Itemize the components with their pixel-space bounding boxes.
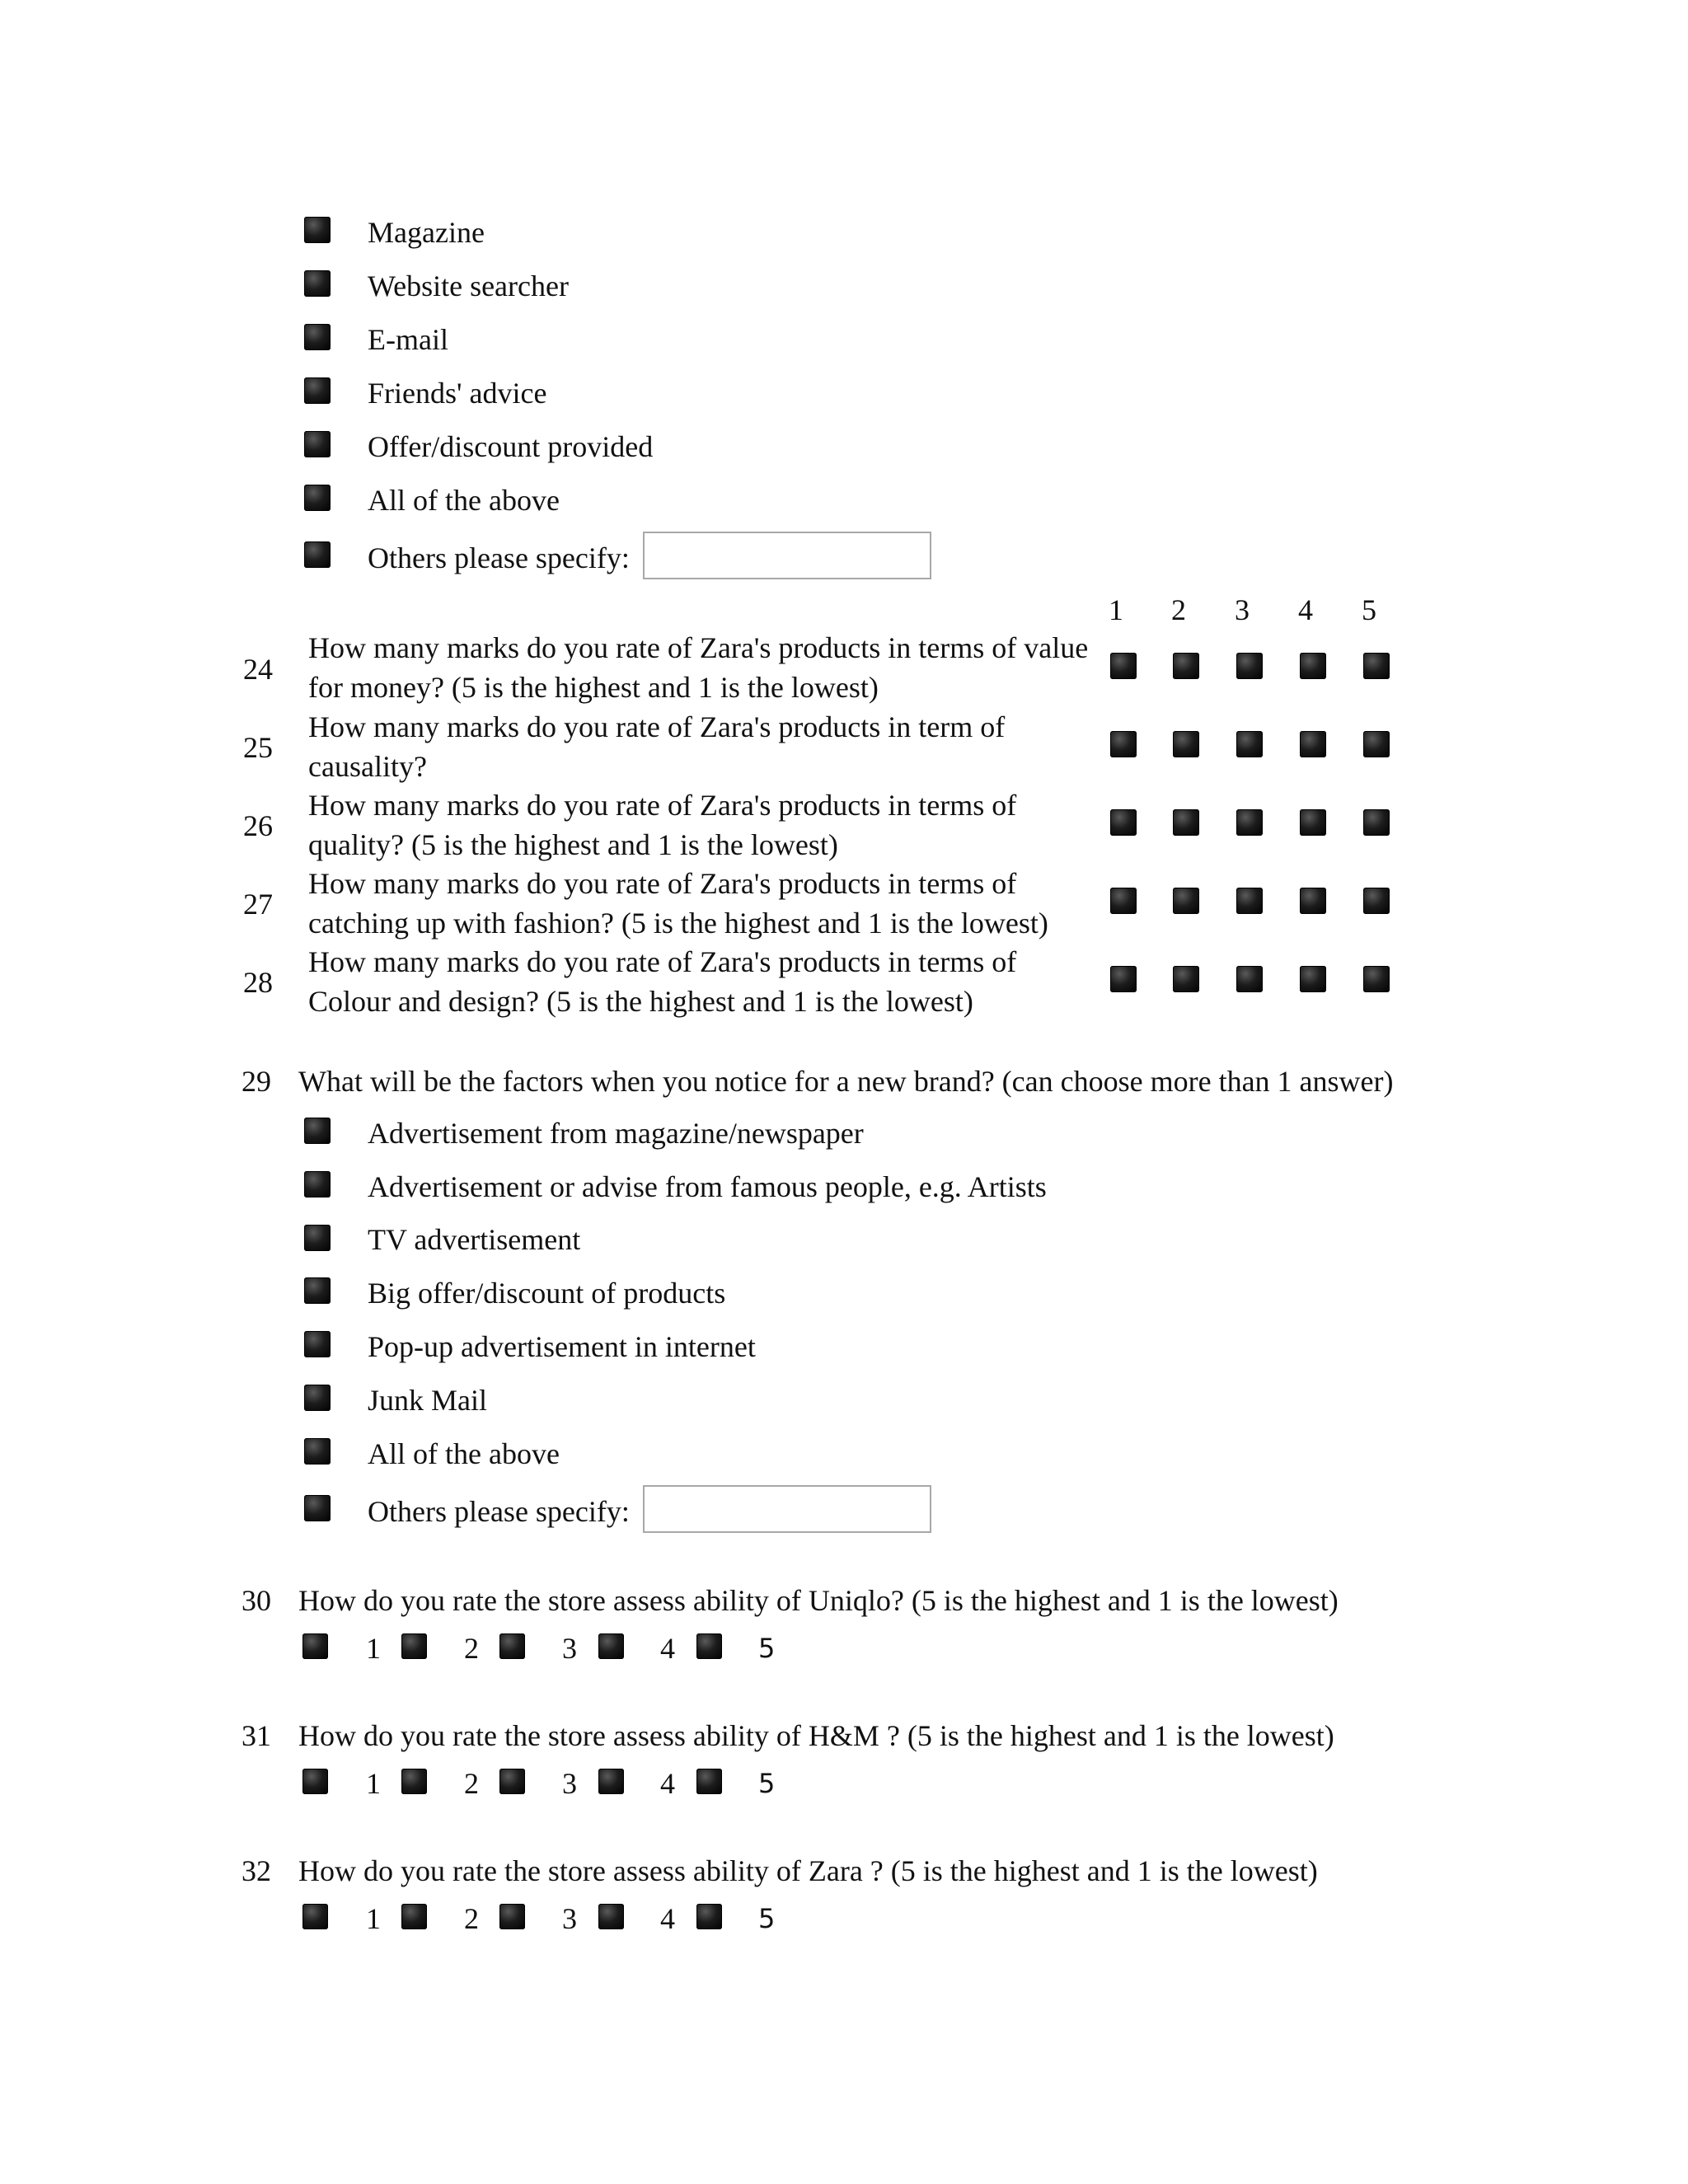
question-number: 28	[243, 966, 273, 999]
option-label: Advertisement from magazine/newspaper	[368, 1117, 864, 1150]
checkbox-famous-people[interactable]	[304, 1171, 331, 1197]
question-line: How many marks do you rate of Zara's products in term of	[308, 710, 1006, 743]
question-number: 26	[243, 809, 273, 842]
rating-27-option-3[interactable]	[1236, 888, 1263, 914]
scale-32-option-4[interactable]	[598, 1904, 624, 1929]
option-label: All of the above	[368, 1437, 560, 1470]
question-text	[308, 942, 1231, 1021]
question-text	[308, 628, 1231, 707]
question-text: How do you rate the store assess ability of H&M ? (5 is the highest and 1 is the lowest)	[298, 1719, 1334, 1752]
rating-header-1: 1	[1109, 593, 1123, 626]
scale-label: 2	[464, 1632, 479, 1665]
scale-label: 1	[366, 1767, 381, 1800]
rating-25-option-1[interactable]	[1110, 731, 1137, 757]
question-text	[308, 864, 1231, 943]
scale-label: 5	[758, 1903, 776, 1934]
rating-24-option-4[interactable]	[1300, 653, 1326, 679]
question-number: 32	[241, 1854, 271, 1887]
question-number: 29	[241, 1065, 271, 1098]
rating-header-5: 5	[1362, 593, 1376, 626]
others-specify-input[interactable]	[643, 532, 931, 579]
scale-label: 2	[464, 1767, 479, 1800]
scale-label: 5	[758, 1633, 776, 1664]
option-label: Friends' advice	[368, 377, 547, 410]
question-line: How many marks do you rate of Zara's products in terms of	[308, 789, 1017, 822]
rating-24-option-3[interactable]	[1236, 653, 1263, 679]
rating-24-option-1[interactable]	[1110, 653, 1137, 679]
rating-28-option-2[interactable]	[1173, 966, 1199, 992]
question-line: How many marks do you rate of Zara's products in terms of	[308, 945, 1017, 978]
option-label: Website searcher	[368, 269, 569, 302]
rating-26-option-5[interactable]	[1363, 809, 1390, 836]
question-number: 24	[243, 653, 273, 686]
question-number: 30	[241, 1584, 271, 1617]
rating-24-option-2[interactable]	[1173, 653, 1199, 679]
question-text: What will be the factors when you notice for a new brand? (can choose more than 1 answer)	[298, 1065, 1394, 1098]
question-line: for money? (5 is the highest and 1 is the lowest)	[308, 671, 879, 704]
scale-30-option-3[interactable]	[499, 1633, 525, 1659]
question-number: 27	[243, 888, 273, 921]
rating-header-2: 2	[1171, 593, 1186, 626]
question-line: How many marks do you rate of Zara's products in terms of value	[308, 631, 1089, 664]
question-number: 25	[243, 731, 273, 764]
option-label: E-mail	[368, 323, 448, 356]
rating-27-option-5[interactable]	[1363, 888, 1390, 914]
option-label: Others please specify:	[368, 541, 630, 574]
question-text: How do you rate the store assess ability of Uniqlo? (5 is the highest and 1 is the lowest)	[298, 1584, 1339, 1617]
scale-30-option-4[interactable]	[598, 1633, 624, 1659]
scale-label: 1	[366, 1632, 381, 1665]
option-label: Others please specify:	[368, 1495, 630, 1528]
rating-26-option-4[interactable]	[1300, 809, 1326, 836]
option-label: Pop-up advertisement in internet	[368, 1330, 756, 1363]
option-label: Junk Mail	[368, 1384, 488, 1417]
option-label: TV advertisement	[368, 1223, 581, 1256]
checkbox-friends-advice[interactable]	[304, 377, 331, 404]
scale-label: 1	[366, 1902, 381, 1935]
rating-26-option-1[interactable]	[1110, 809, 1137, 836]
question-text	[308, 785, 1231, 865]
question-line: causality?	[308, 750, 427, 783]
checkbox-offer-discount[interactable]	[304, 431, 331, 457]
scale-31-option-1[interactable]	[302, 1769, 328, 1794]
checkbox-others[interactable]	[304, 541, 331, 568]
rating-24-option-5[interactable]	[1363, 653, 1390, 679]
scale-32-option-2[interactable]	[401, 1904, 427, 1929]
option-label: Big offer/discount of products	[368, 1277, 726, 1310]
rating-28-option-1[interactable]	[1110, 966, 1137, 992]
scale-label: 4	[660, 1767, 675, 1800]
scale-32-option-3[interactable]	[499, 1904, 525, 1929]
rating-25-option-4[interactable]	[1300, 731, 1326, 757]
option-label: Offer/discount provided	[368, 430, 654, 463]
scale-30-option-5[interactable]	[696, 1633, 722, 1659]
question-line: Colour and design? (5 is the highest and 1 is the lowest)	[308, 985, 973, 1018]
scale-31-option-5[interactable]	[696, 1769, 722, 1794]
scale-label: 4	[660, 1902, 675, 1935]
option-label: Advertisement or advise from famous people, e.g. Artists	[368, 1170, 1047, 1203]
rating-28-option-5[interactable]	[1363, 966, 1390, 992]
rating-26-option-3[interactable]	[1236, 809, 1263, 836]
scale-label: 4	[660, 1632, 675, 1665]
option-label: Magazine	[368, 216, 485, 249]
checkbox-big-offer[interactable]	[304, 1277, 331, 1304]
scale-31-option-3[interactable]	[499, 1769, 525, 1794]
rating-header-4: 4	[1298, 593, 1313, 626]
rating-28-option-3[interactable]	[1236, 966, 1263, 992]
rating-25-option-2[interactable]	[1173, 731, 1199, 757]
checkbox-email[interactable]	[304, 324, 331, 350]
checkbox-website-searcher[interactable]	[304, 270, 331, 297]
scale-30-option-2[interactable]	[401, 1633, 427, 1659]
checkbox-others-29[interactable]	[304, 1495, 331, 1521]
question-number: 31	[241, 1719, 271, 1752]
scale-30-option-1[interactable]	[302, 1633, 328, 1659]
scale-label: 2	[464, 1902, 479, 1935]
rating-27-option-1[interactable]	[1110, 888, 1137, 914]
checkbox-all-of-the-above-29[interactable]	[304, 1438, 331, 1465]
question-text: How do you rate the store assess ability of Zara ? (5 is the highest and 1 is the lowest)	[298, 1854, 1318, 1887]
checkbox-popup-ad[interactable]	[304, 1331, 331, 1357]
question-text	[308, 707, 1231, 786]
rating-28-option-4[interactable]	[1300, 966, 1326, 992]
rating-27-option-4[interactable]	[1300, 888, 1326, 914]
question-line: catching up with fashion? (5 is the highest and 1 is the lowest)	[308, 907, 1048, 940]
others-specify-input-29[interactable]	[643, 1485, 931, 1533]
scale-label: 3	[562, 1632, 577, 1665]
scale-label: 3	[562, 1902, 577, 1935]
rating-header-3: 3	[1235, 593, 1250, 626]
rating-27-option-2[interactable]	[1173, 888, 1199, 914]
checkbox-magazine[interactable]	[304, 217, 331, 243]
rating-25-option-5[interactable]	[1363, 731, 1390, 757]
scale-label: 5	[758, 1768, 776, 1799]
scale-label: 3	[562, 1767, 577, 1800]
scale-31-option-4[interactable]	[598, 1769, 624, 1794]
checkbox-all-of-the-above[interactable]	[304, 485, 331, 511]
question-line: How many marks do you rate of Zara's products in terms of	[308, 867, 1017, 900]
checkbox-tv-advertisement[interactable]	[304, 1225, 331, 1251]
scale-32-option-1[interactable]	[302, 1904, 328, 1929]
rating-26-option-2[interactable]	[1173, 809, 1199, 836]
option-label: All of the above	[368, 484, 560, 517]
rating-25-option-3[interactable]	[1236, 731, 1263, 757]
question-line: quality? (5 is the highest and 1 is the lowest)	[308, 828, 838, 861]
scale-32-option-5[interactable]	[696, 1904, 722, 1929]
checkbox-magazine-newspaper[interactable]	[304, 1118, 331, 1144]
scale-31-option-2[interactable]	[401, 1769, 427, 1794]
checkbox-junk-mail[interactable]	[304, 1385, 331, 1411]
